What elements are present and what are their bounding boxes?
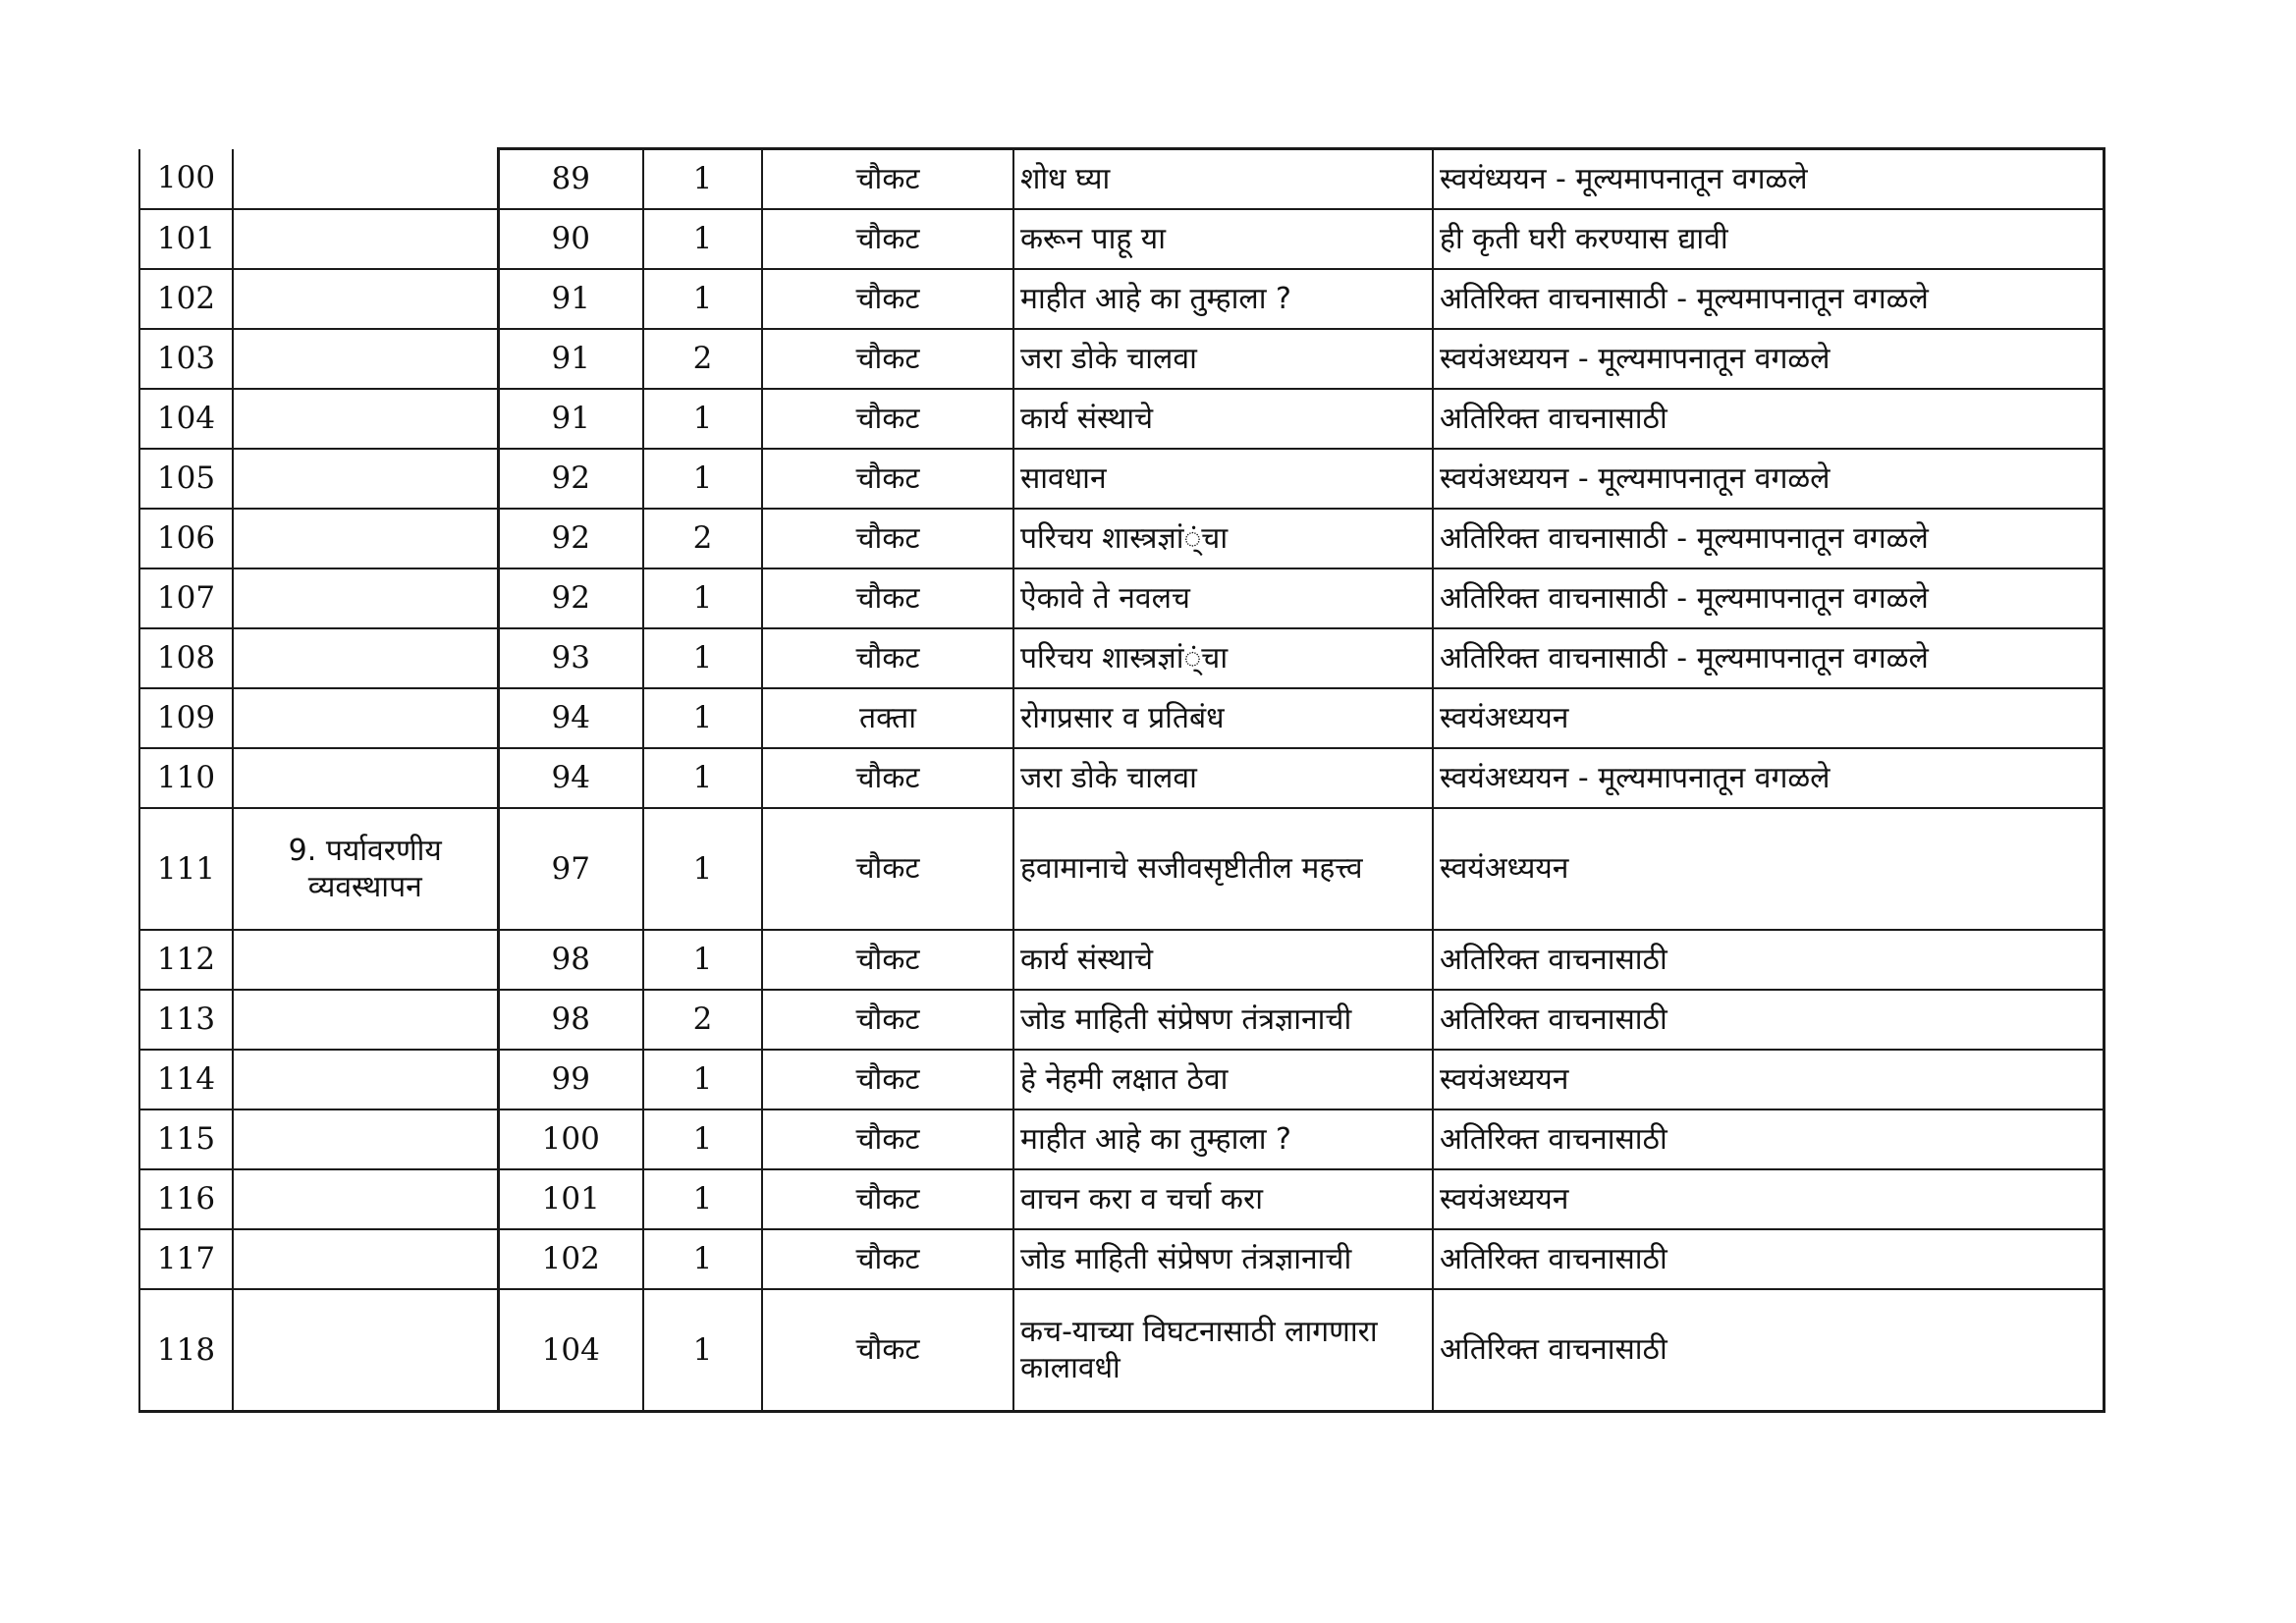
cell-count: 1 (643, 1169, 762, 1229)
cell-remark: स्वयंअध्ययन (1433, 688, 2104, 748)
table-row (139, 688, 2104, 748)
cell-page-number: 94 (498, 748, 643, 808)
cell-title: कच-याच्या विघटनासाठी लागणारा कालावधी (1013, 1289, 1433, 1412)
cell-count: 1 (643, 688, 762, 748)
cell-remark: अतिरिक्त वाचनासाठी (1433, 930, 2104, 990)
cell-type: चौकट (762, 930, 1013, 990)
cell-remark: अतिरिक्त वाचनासाठी (1433, 1109, 2104, 1169)
cell-chapter (233, 389, 498, 449)
cell-remark: अतिरिक्त वाचनासाठी (1433, 389, 2104, 449)
cell-type: चौकट (762, 628, 1013, 688)
cell-count: 1 (643, 149, 762, 210)
cell-page-number: 91 (498, 389, 643, 449)
cell-serial-number: 117 (139, 1229, 233, 1289)
cell-serial-number: 101 (139, 209, 233, 269)
table-row (139, 1109, 2104, 1169)
cell-chapter (233, 449, 498, 509)
table-body (139, 149, 2104, 1412)
cell-page-number: 90 (498, 209, 643, 269)
table-row (139, 1289, 2104, 1412)
table-row (139, 990, 2104, 1050)
cell-page-number: 92 (498, 449, 643, 509)
cell-remark: अतिरिक्त वाचनासाठी - मूल्यमापनातून वगळले (1433, 509, 2104, 568)
cell-type: चौकट (762, 1050, 1013, 1109)
cell-serial-number: 100 (139, 149, 233, 210)
table-row (139, 209, 2104, 269)
cell-count: 1 (643, 1289, 762, 1412)
cell-remark: स्वयंअध्ययन (1433, 808, 2104, 930)
cell-count: 2 (643, 990, 762, 1050)
cell-type: चौकट (762, 748, 1013, 808)
cell-page-number: 98 (498, 990, 643, 1050)
cell-page-number: 92 (498, 568, 643, 628)
cell-serial-number: 116 (139, 1169, 233, 1229)
cell-serial-number: 112 (139, 930, 233, 990)
cell-type: चौकट (762, 389, 1013, 449)
cell-serial-number: 110 (139, 748, 233, 808)
cell-title: कार्य संस्थाचे (1013, 930, 1433, 990)
table-row (139, 930, 2104, 990)
table-row (139, 808, 2104, 930)
cell-page-number: 94 (498, 688, 643, 748)
cell-title: वाचन करा व चर्चा करा (1013, 1169, 1433, 1229)
table-row (139, 509, 2104, 568)
cell-title: जोड माहिती संप्रेषण तंत्रज्ञानाची (1013, 990, 1433, 1050)
cell-remark: अतिरिक्त वाचनासाठी - मूल्यमापनातून वगळले (1433, 269, 2104, 329)
cell-title: करून पाहू या (1013, 209, 1433, 269)
table-row (139, 449, 2104, 509)
cell-title: परिचय शास्त्रज्ञां्ंचा (1013, 628, 1433, 688)
document-table (138, 147, 2105, 1413)
table-row (139, 1169, 2104, 1229)
cell-chapter (233, 990, 498, 1050)
cell-chapter (233, 1050, 498, 1109)
cell-serial-number: 103 (139, 329, 233, 389)
cell-page-number: 91 (498, 329, 643, 389)
cell-type: चौकट (762, 509, 1013, 568)
cell-title: ऐकावे ते नवलच (1013, 568, 1433, 628)
cell-remark: स्वयंअध्ययन (1433, 1169, 2104, 1229)
cell-serial-number: 113 (139, 990, 233, 1050)
cell-serial-number: 105 (139, 449, 233, 509)
cell-count: 1 (643, 1050, 762, 1109)
cell-count: 2 (643, 329, 762, 389)
cell-remark: स्वयंअध्ययन - मूल्यमापनातून वगळले (1433, 748, 2104, 808)
cell-title: परिचय शास्त्रज्ञां्ंचा (1013, 509, 1433, 568)
cell-count: 1 (643, 269, 762, 329)
cell-count: 1 (643, 449, 762, 509)
cell-chapter (233, 688, 498, 748)
cell-page-number: 97 (498, 808, 643, 930)
table-row (139, 149, 2104, 210)
cell-type: चौकट (762, 990, 1013, 1050)
cell-chapter: 9. पर्यावरणीय व्यवस्थापन (233, 808, 498, 930)
cell-count: 1 (643, 628, 762, 688)
table-row (139, 1229, 2104, 1289)
table-row (139, 628, 2104, 688)
cell-title: हवामानाचे सजीवसृष्टीतील महत्त्व (1013, 808, 1433, 930)
table-row (139, 568, 2104, 628)
cell-type: चौकट (762, 568, 1013, 628)
cell-chapter (233, 509, 498, 568)
cell-title: रोगप्रसार व प्रतिबंध (1013, 688, 1433, 748)
cell-chapter (233, 209, 498, 269)
cell-type: चौकट (762, 449, 1013, 509)
cell-chapter (233, 748, 498, 808)
cell-serial-number: 111 (139, 808, 233, 930)
cell-type: चौकट (762, 1229, 1013, 1289)
cell-serial-number: 108 (139, 628, 233, 688)
cell-page-number: 91 (498, 269, 643, 329)
cell-chapter (233, 269, 498, 329)
table-row (139, 1050, 2104, 1109)
cell-type: चौकट (762, 149, 1013, 210)
cell-remark: अतिरिक्त वाचनासाठी (1433, 1289, 2104, 1412)
cell-title: कार्य संस्थाचे (1013, 389, 1433, 449)
cell-type: चौकट (762, 209, 1013, 269)
cell-serial-number: 114 (139, 1050, 233, 1109)
cell-count: 1 (643, 808, 762, 930)
cell-page-number: 92 (498, 509, 643, 568)
cell-serial-number: 102 (139, 269, 233, 329)
cell-serial-number: 107 (139, 568, 233, 628)
cell-type: चौकट (762, 1109, 1013, 1169)
cell-type: चौकट (762, 269, 1013, 329)
cell-count: 1 (643, 389, 762, 449)
cell-serial-number: 106 (139, 509, 233, 568)
cell-remark: स्वयंअध्ययन (1433, 1050, 2104, 1109)
table-row (139, 748, 2104, 808)
table-row (139, 389, 2104, 449)
cell-chapter (233, 628, 498, 688)
cell-title: शोध घ्या (1013, 149, 1433, 210)
cell-remark: अतिरिक्त वाचनासाठी (1433, 1229, 2104, 1289)
cell-remark: स्वयंअध्ययन - मूल्यमापनातून वगळले (1433, 449, 2104, 509)
cell-title: जरा डोके चालवा (1013, 748, 1433, 808)
cell-remark: स्वयंअध्ययन - मूल्यमापनातून वगळले (1433, 329, 2104, 389)
cell-page-number: 100 (498, 1109, 643, 1169)
cell-chapter (233, 1229, 498, 1289)
cell-page-number: 101 (498, 1169, 643, 1229)
cell-count: 1 (643, 568, 762, 628)
cell-page-number: 104 (498, 1289, 643, 1412)
table-row (139, 269, 2104, 329)
cell-type: तक्ता (762, 688, 1013, 748)
cell-page-number: 89 (498, 149, 643, 210)
cell-serial-number: 109 (139, 688, 233, 748)
cell-count: 1 (643, 748, 762, 808)
table-row (139, 329, 2104, 389)
cell-serial-number: 104 (139, 389, 233, 449)
cell-serial-number: 118 (139, 1289, 233, 1412)
cell-chapter (233, 149, 498, 210)
cell-remark: अतिरिक्त वाचनासाठी - मूल्यमापनातून वगळले (1433, 568, 2104, 628)
cell-count: 1 (643, 209, 762, 269)
cell-serial-number: 115 (139, 1109, 233, 1169)
cell-remark: अतिरिक्त वाचनासाठी (1433, 990, 2104, 1050)
cell-title: माहीत आहे का तुम्हाला ? (1013, 269, 1433, 329)
cell-type: चौकट (762, 329, 1013, 389)
cell-type: चौकट (762, 1169, 1013, 1229)
cell-chapter (233, 930, 498, 990)
cell-title: हे नेहमी लक्षात ठेवा (1013, 1050, 1433, 1109)
cell-chapter (233, 1289, 498, 1412)
cell-chapter (233, 329, 498, 389)
cell-chapter (233, 1169, 498, 1229)
cell-type: चौकट (762, 1289, 1013, 1412)
cell-remark: स्वयंध्ययन - मूल्यमापनातून वगळले (1433, 149, 2104, 210)
cell-count: 2 (643, 509, 762, 568)
cell-remark: अतिरिक्त वाचनासाठी - मूल्यमापनातून वगळले (1433, 628, 2104, 688)
cell-chapter (233, 1109, 498, 1169)
cell-page-number: 99 (498, 1050, 643, 1109)
cell-title: सावधान (1013, 449, 1433, 509)
cell-remark: ही कृती घरी करण्यास द्यावी (1433, 209, 2104, 269)
cell-count: 1 (643, 1229, 762, 1289)
cell-title: जरा डोके चालवा (1013, 329, 1433, 389)
cell-page-number: 98 (498, 930, 643, 990)
cell-title: जोड माहिती संप्रेषण तंत्रज्ञानाची (1013, 1229, 1433, 1289)
cell-chapter (233, 568, 498, 628)
cell-count: 1 (643, 930, 762, 990)
cell-title: माहीत आहे का तुम्हाला ? (1013, 1109, 1433, 1169)
cell-count: 1 (643, 1109, 762, 1169)
cell-type: चौकट (762, 808, 1013, 930)
cell-page-number: 93 (498, 628, 643, 688)
cell-page-number: 102 (498, 1229, 643, 1289)
